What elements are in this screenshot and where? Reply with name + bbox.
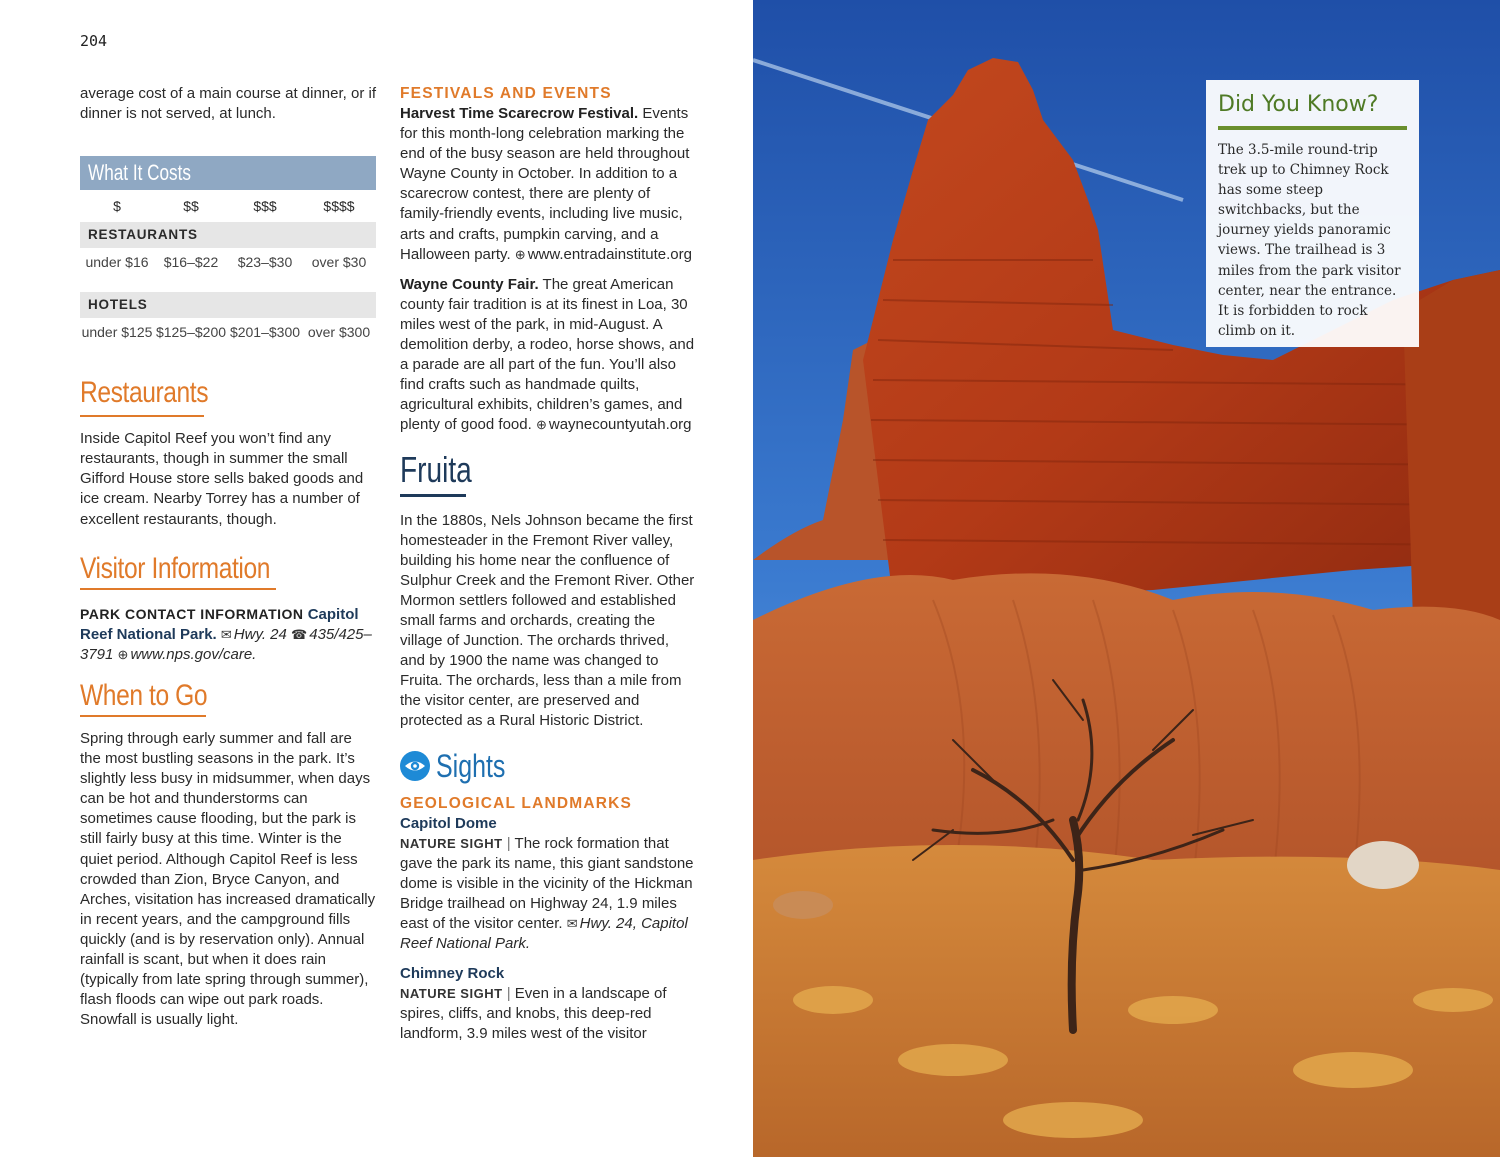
- when-text: Spring through early summer and fall are the most bustling seasons in the park. It’s slightly less busy in midsummer, when days can be hot and thunderstorms can sometimes cause flooding, but the park is still fairly busy at this time. Winter is the quiet period. Although Capitol Reef is less crowded than Zion, Bryce Canyon, and Arches, visitation has increased dramatically in recent years, and the campground fills quickly (and is by reservation only). Annual rainfall is scant, but when it does rain (typically from late spring through summer), flash floods can wipe out park roads. Snowfall is usually light.: [80, 729, 376, 1029]
- contact-park: Capitol Reef National Park.: [80, 605, 359, 643]
- when-section: [80, 679, 376, 1030]
- globe-icon: ⊕: [117, 646, 129, 662]
- harvest-text: Events for this month-long celebration marking the end of the busy season are held throughout Wayne County in October. In addition to a scarecrow contest, there are plenty of family-friendly events, including live music, arts and crafts, pumpkin carving, and a Halloween party.: [400, 105, 690, 263]
- phone-icon: ☎: [291, 626, 308, 642]
- hotel-prices-row: [80, 318, 376, 362]
- contact-label: PARK CONTACT INFORMATION: [80, 605, 304, 622]
- price-cell: under $16: [85, 254, 149, 271]
- did-you-know-text: The 3.5-mile round-trip trek up to Chimney Rock has some steep switchbacks, but the journey yields panoramic views. The trailhead is 3 miles from the park visitor center, near the entrance. It is forbidden to rock climb on it.: [1218, 142, 1401, 339]
- fair-web[interactable]: waynecountyutah.org: [548, 416, 692, 434]
- dome-text: The rock formation that gave the park its name, this giant sandstone dome is visible in the vicinity of the Hickman Bridge trailhead on Highway 24, 1.9 miles east of the visitor center.: [400, 834, 694, 932]
- price-cell: over $30: [311, 254, 367, 271]
- column-2: [400, 84, 698, 1045]
- chimney-title: Chimney Rock: [400, 965, 505, 983]
- restaurants-heading: Restaurants: [80, 376, 209, 410]
- chimney-entry: NATURE SIGHT | Even in a landscape of spires, cliffs, and knobs, this deep-red landform, 3.9 miles west of the visitor: [400, 985, 667, 1043]
- harvest-entry: [400, 104, 698, 265]
- heading-rule: [80, 415, 204, 417]
- dome-title: Capitol Dome: [400, 814, 497, 832]
- cost-symbol: $$: [183, 198, 199, 215]
- harvest-title: Harvest Time Scarecrow Festival.: [400, 105, 639, 122]
- price-cell: $16–$22: [163, 254, 219, 271]
- contact-web[interactable]: www.nps.gov/care.: [130, 645, 257, 663]
- fruita-section: [400, 450, 698, 732]
- cost-table: [80, 156, 376, 362]
- restaurant-prices-row: [80, 248, 376, 292]
- price-cell: $125–$200: [155, 324, 227, 341]
- chimney-rock-photo: [753, 0, 1500, 1157]
- fruita-text: In the 1880s, Nels Johnson became the first homesteader in the Fremont River valley, building his home near the confluence of Sulphur Creek and the Fremont River. Other Mormon settlers followed and established small farms and orchards, creating the village of Junction. The orchards thrived, and by 1900 the name was changed to Fruita. The orchards, less than a mile from the visitor center, are preserved and protected as a Rural Historic District.: [400, 511, 695, 730]
- fair-title: Wayne County Fair.: [400, 275, 539, 293]
- mail-icon: ✉: [566, 916, 578, 931]
- cost-symbol: $: [113, 198, 121, 215]
- fair-entry: [400, 275, 698, 436]
- globe-icon: ⊕: [535, 417, 547, 433]
- price-cell: over $300: [307, 324, 371, 341]
- did-you-know-title: Did You Know?: [1218, 92, 1379, 117]
- visitor-heading: Visitor Information: [80, 551, 271, 585]
- fair-text: The great American county fair tradition is at its finest in Loa, 30 miles west of the park, in mid-August. A demolition derby, a rodeo, horse shows, and a parade are all part of the fun. You’ll also find crafts such as handmade quilts, agricultural exhibits, children’s games, and plenty of good food.: [400, 275, 695, 434]
- did-you-know-rule: [1218, 126, 1407, 130]
- eye-icon: [400, 751, 430, 781]
- dome-address: Hwy. 24, Capitol Reef National Park.: [400, 915, 688, 953]
- chimney-label: NATURE SIGHT: [400, 986, 503, 1002]
- heading-rule: [80, 588, 276, 590]
- price-cell: under $125: [81, 324, 153, 341]
- contact-info: [80, 604, 376, 665]
- cost-table-title: What It Costs: [80, 156, 376, 190]
- cost-symbol: $$$$: [323, 198, 355, 215]
- cost-section-hotels: HOTELS: [80, 292, 376, 318]
- cost-symbol: $$$: [253, 198, 277, 215]
- did-you-know-box: [1206, 80, 1419, 347]
- cost-section-restaurants: RESTAURANTS: [80, 222, 376, 248]
- globe-icon: ⊕: [514, 246, 526, 262]
- page-number: 204: [80, 32, 108, 50]
- chimney-text: Even in a landscape of spires, cliffs, and knobs, this deep-red landform, 3.9 miles west of the visitor: [400, 985, 667, 1043]
- intro-text: average cost of a main course at dinner, or if dinner is not served, at lunch.: [80, 85, 376, 123]
- sights-heading: Sights: [436, 747, 506, 784]
- geo-heading: GEOLOGICAL LANDMARKS: [400, 794, 633, 812]
- harvest-web[interactable]: www.entradainstitute.org: [527, 245, 692, 263]
- dome-label: NATURE SIGHT: [400, 835, 503, 851]
- when-heading: When to Go: [80, 678, 208, 712]
- heading-rule: [400, 494, 466, 497]
- price-cell: $201–$300: [229, 324, 301, 341]
- sights-heading-row: [400, 746, 698, 786]
- restaurants-text: Inside Capitol Reef you won’t find any restaurants, though in summer the small Gifford House store sells baked goods and ice cream. Nearby Torrey has a number of excellent restaurants, though.: [80, 430, 364, 528]
- cost-symbols-row: [80, 190, 376, 222]
- contact-address: Hwy. 24: [233, 625, 287, 643]
- contact-phone: 435/425–3791: [80, 625, 372, 663]
- heading-rule: [80, 715, 206, 717]
- festivals-heading: FESTIVALS AND EVENTS: [400, 85, 612, 102]
- column-1: [80, 84, 376, 1030]
- visitor-section: [80, 552, 376, 665]
- fruita-heading: Fruita: [400, 448, 472, 490]
- price-cell: $23–$30: [237, 254, 293, 271]
- restaurants-section: [80, 376, 376, 529]
- mail-icon: ✉: [220, 626, 232, 642]
- dome-entry: NATURE SIGHT | The rock formation that gave the park its name, this giant sandstone dome is visible in the vicinity of the Hickman Bridge trailhead on Highway 24, 1.9 miles east of the visitor center. ✉ Hwy. 24, Capitol Reef National Park.: [400, 834, 694, 953]
